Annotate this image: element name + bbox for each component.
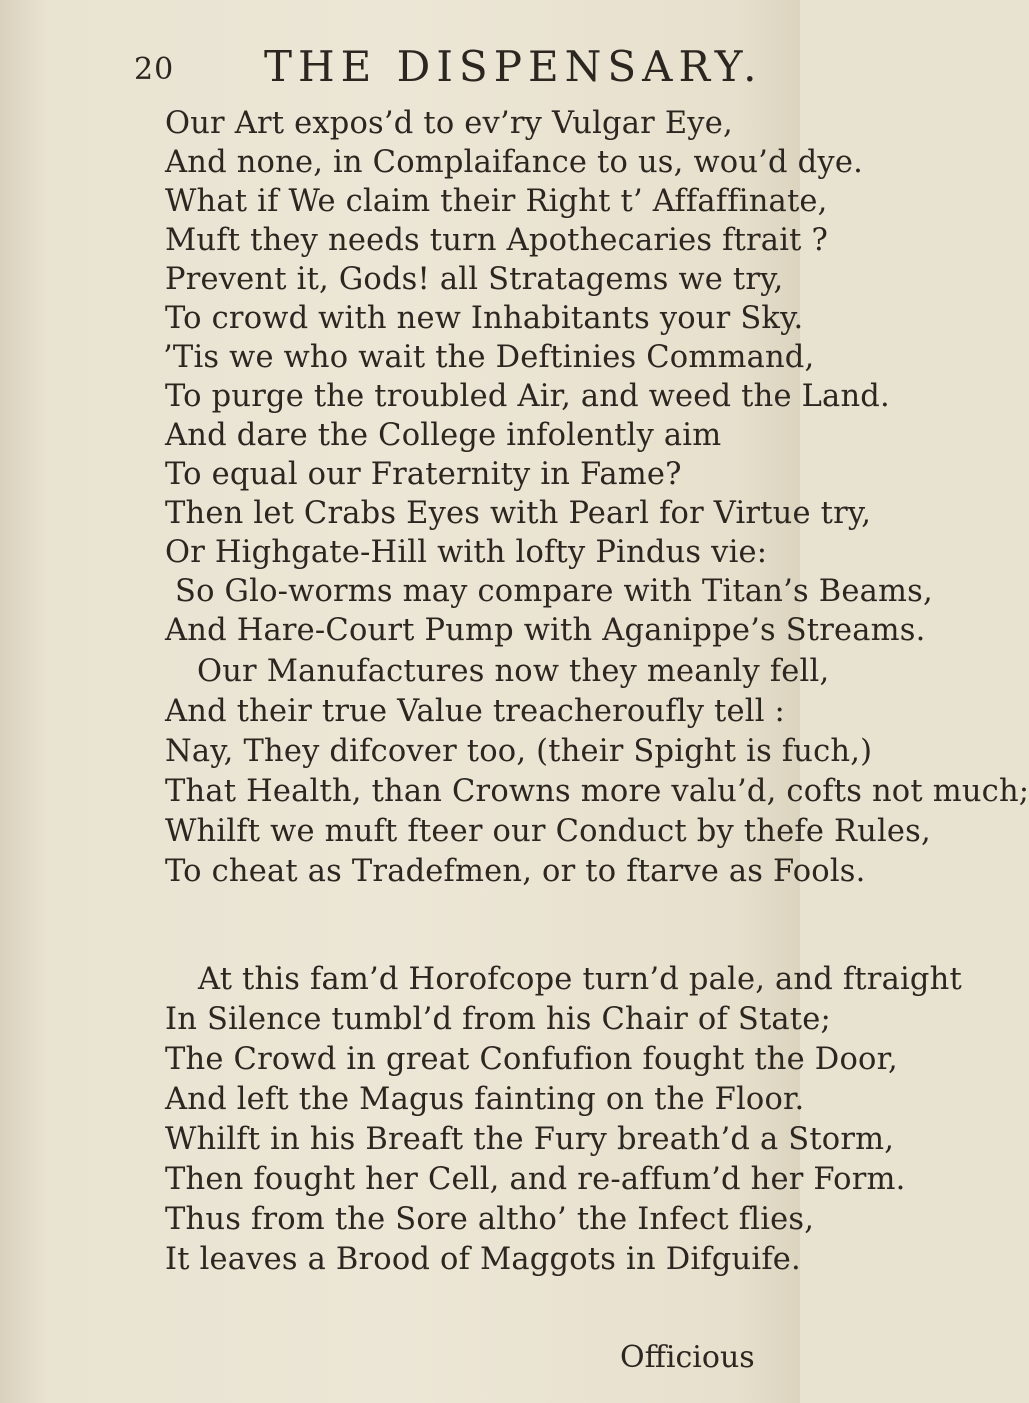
verse-line: So Glo-worms may compare with Titan’s Beams, (175, 574, 933, 609)
verse-line: What if We claim their Right t’ Affaffinate, (165, 184, 828, 219)
verse-line: And Hare-Court Pump with Aganippe’s Streams. (165, 613, 926, 648)
verse-line: Prevent it, Gods! all Stratagems we try, (165, 262, 784, 297)
verse-line: To cheat as Tradefmen, or to ftarve as Fools. (165, 854, 866, 889)
verse-line: At this fam’d Horofcope turn’d pale, and ftraight (198, 962, 962, 997)
verse-line: Nay, They difcover too, (their Spight is fuch,) (165, 734, 873, 769)
verse-line: The Crowd in great Confufion fought the Door, (165, 1042, 898, 1077)
verse-line: To equal our Fraternity in Fame? (165, 457, 682, 492)
page-header (134, 42, 774, 102)
verse-line: And left the Magus fainting on the Floor. (165, 1082, 805, 1117)
verse-line: Whilft in his Breaft the Fury breath’d a Storm, (165, 1122, 895, 1157)
verse-line: ’Tis we who wait the Deftinies Command, (163, 340, 815, 375)
verse-line: To crowd with new Inhabitants your Sky. (165, 301, 804, 336)
verse-line: And dare the College infolently aim (165, 418, 722, 453)
verse-line: Or Highgate-Hill with lofty Pindus vie: (165, 535, 768, 570)
verse-line: Then fought her Cell, and re-affum’d her Form. (165, 1162, 906, 1197)
verse-line: Then let Crabs Eyes with Pearl for Virtue try, (165, 496, 872, 531)
verse-line: Muft they needs turn Apothecaries ftrait ? (165, 223, 829, 258)
verse-line: And their true Value treacheroufly tell : (165, 694, 786, 729)
verse-line: It leaves a Brood of Maggots in Difguife. (165, 1242, 801, 1277)
verse-line: Our Manufactures now they meanly fell, (197, 654, 830, 689)
verse-line: Thus from the Sore altho’ the Infect flies, (165, 1202, 815, 1237)
catchword: Officious (620, 1340, 755, 1375)
running-head: THE DISPENSARY. (264, 42, 763, 91)
verse-line: And none, in Complaifance to us, wou’d dye. (165, 145, 863, 180)
verse-line: That Health, than Crowns more valu’d, cofts not much; (165, 774, 1029, 809)
page-number: 20 (134, 52, 175, 87)
verse-line: In Silence tumbl’d from his Chair of State; (165, 1002, 831, 1037)
verse-line: Whilft we muft fteer our Conduct by thefe Rules, (165, 814, 931, 849)
verse-line: Our Art expos’d to ev’ry Vulgar Eye, (165, 106, 733, 141)
verse-line: To purge the troubled Air, and weed the Land. (165, 379, 890, 414)
